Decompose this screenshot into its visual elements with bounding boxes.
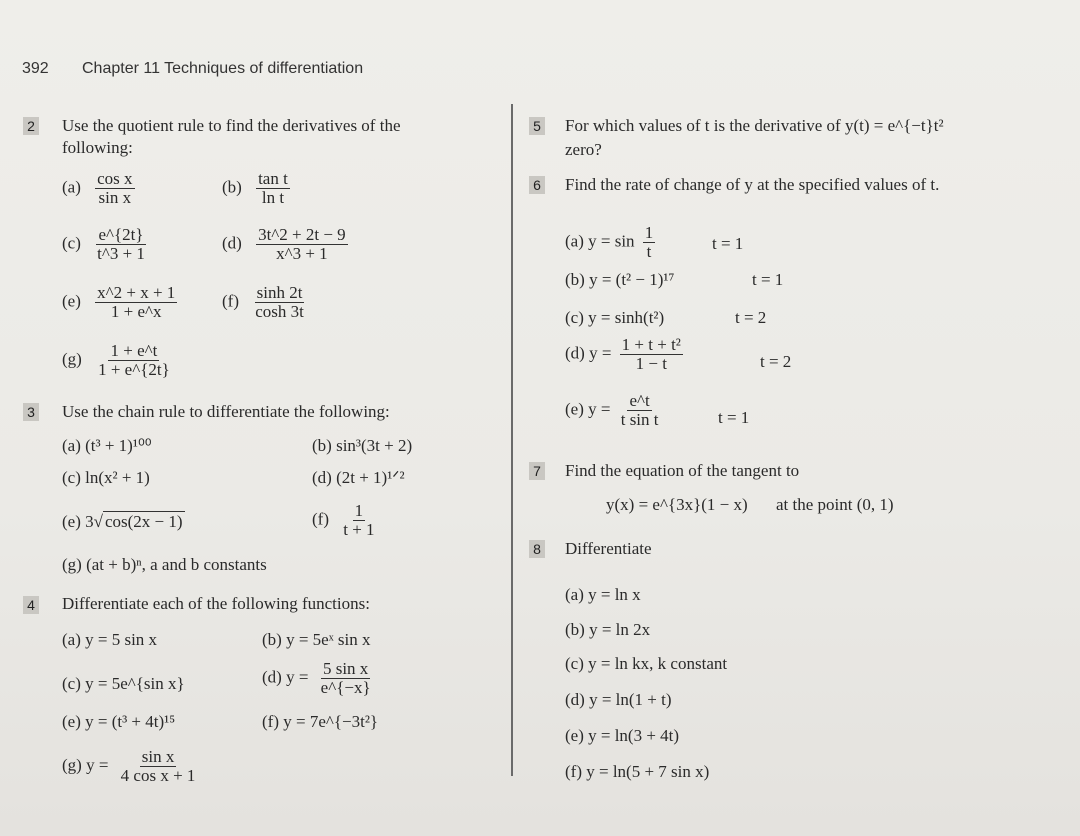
q2a: (a) $\frac{\text{cos x}}{\text{sin x}}$ xyxy=(62,169,133,207)
q8-number: 8 xyxy=(529,540,545,559)
q6a: (a) y = sin $\frac{1}{t}$ xyxy=(565,223,654,261)
q8e: (e) y = ln(3 + 4t) xyxy=(565,726,680,745)
q8f: (f) y = ln(5 + 7 sin x) xyxy=(565,762,710,781)
q6a-t: t = 1 xyxy=(712,234,744,253)
q6c-t: t = 2 xyxy=(735,308,767,327)
page-number: 392 xyxy=(22,60,49,77)
q4f: (f) y = 7e^{−3t²} xyxy=(262,712,379,731)
q2-text-line2: following: xyxy=(62,138,133,157)
q2b: (b) $\frac{\text{tan t}}{\text{ln t}}$ xyxy=(222,169,288,207)
q4e: (e) y = (t³ + 4t)¹⁵ xyxy=(62,712,176,731)
q5-number: 5 xyxy=(529,117,545,136)
q2g: (g) $\frac{1 + e\^{}t}{1 + e\^{}\{2t\}}$ xyxy=(62,341,170,379)
q6d: (d) y = $\frac{\text{1 + t + t²}}{1 - t}$ xyxy=(565,335,681,373)
q3-text: Use the chain rule to differentiate the following: xyxy=(62,402,390,421)
q4a: (a) y = 5 sin x xyxy=(62,630,158,649)
q7-point: at the point (0, 1) xyxy=(776,495,894,514)
q2-number: 2 xyxy=(23,117,39,136)
q4c: (c) y = 5e^{sin x} xyxy=(62,674,185,693)
q6-number: 6 xyxy=(529,176,545,195)
q3d: (d) (2t + 1)¹ᐟ² xyxy=(312,468,405,487)
q8a: (a) y = ln x xyxy=(565,585,641,604)
q6e: (e) y = $\frac{e\^{}t}{\text{t sin t}}$ xyxy=(565,391,659,429)
q3f: (f) $\frac{1}{t + 1}$ xyxy=(312,501,375,539)
q7-text: Find the equation of the tangent to xyxy=(565,461,800,480)
q4-number: 4 xyxy=(23,596,39,615)
q3g: (g) (at + b)ⁿ, a and b constants xyxy=(62,555,267,574)
q4d: (d) y = $\frac{\text{5 sin x}}{e\^{}\{-x\}}$ xyxy=(262,659,371,697)
q8b: (b) y = ln 2x xyxy=(565,620,651,639)
q8c: (c) y = ln kx, k constant xyxy=(565,654,728,673)
q2-text-line1: Use the quotient rule to find the derivatives of the xyxy=(62,116,401,135)
chapter-title: Chapter 11 Techniques of differentiation xyxy=(82,60,364,77)
q2d: (d) $\frac{3t\^{}2 + 2t - 9}{x\^{}3 + 1}$ xyxy=(222,225,346,263)
q2e: (e) $\frac{x\^{}2 + x + 1}{1 + e\^{}x}$ xyxy=(62,283,176,321)
q7-equation: y(x) = e^{3x}(1 − x) xyxy=(606,495,748,514)
q6e-t: t = 1 xyxy=(718,408,750,427)
q3b: (b) sin³(3t + 2) xyxy=(312,436,413,455)
q6b: (b) y = (t² − 1)¹⁷ xyxy=(565,270,675,289)
q8d: (d) y = ln(1 + t) xyxy=(565,690,672,709)
q3c: (c) ln(x² + 1) xyxy=(62,468,150,487)
column-divider xyxy=(511,104,513,776)
q6d-t: t = 2 xyxy=(760,352,792,371)
q4-text: Differentiate each of the following functions: xyxy=(62,594,370,613)
q5-text-line2: zero? xyxy=(565,140,602,159)
q2c: (c) $\frac{e\^{}\{2t\}}{t\^{}3 + 1}$ xyxy=(62,225,145,263)
q3-number: 3 xyxy=(23,403,39,422)
q7-number: 7 xyxy=(529,462,545,481)
q3a: (a) (t³ + 1)¹⁰⁰ xyxy=(62,436,152,455)
q4b: (b) y = 5eˣ sin x xyxy=(262,630,371,649)
q6c: (c) y = sinh(t²) xyxy=(565,308,665,327)
q2f: (f) $\frac{\sinh 2t}{\cosh 3t}$ xyxy=(222,283,304,321)
q6b-t: t = 1 xyxy=(752,270,784,289)
q8-text: Differentiate xyxy=(565,539,652,558)
q4g: (g) y = $\frac{\text{sin x}}{\text{4 cos x + 1}}$ xyxy=(62,747,196,785)
q3e: (e) 3√ cos(2x − 1) xyxy=(62,512,183,531)
q6-text: Find the rate of change of y at the specified values of t. xyxy=(565,175,940,194)
q5-text-line1: For which values of t is the derivative of y(t) = e^{−t}t² xyxy=(565,116,944,135)
